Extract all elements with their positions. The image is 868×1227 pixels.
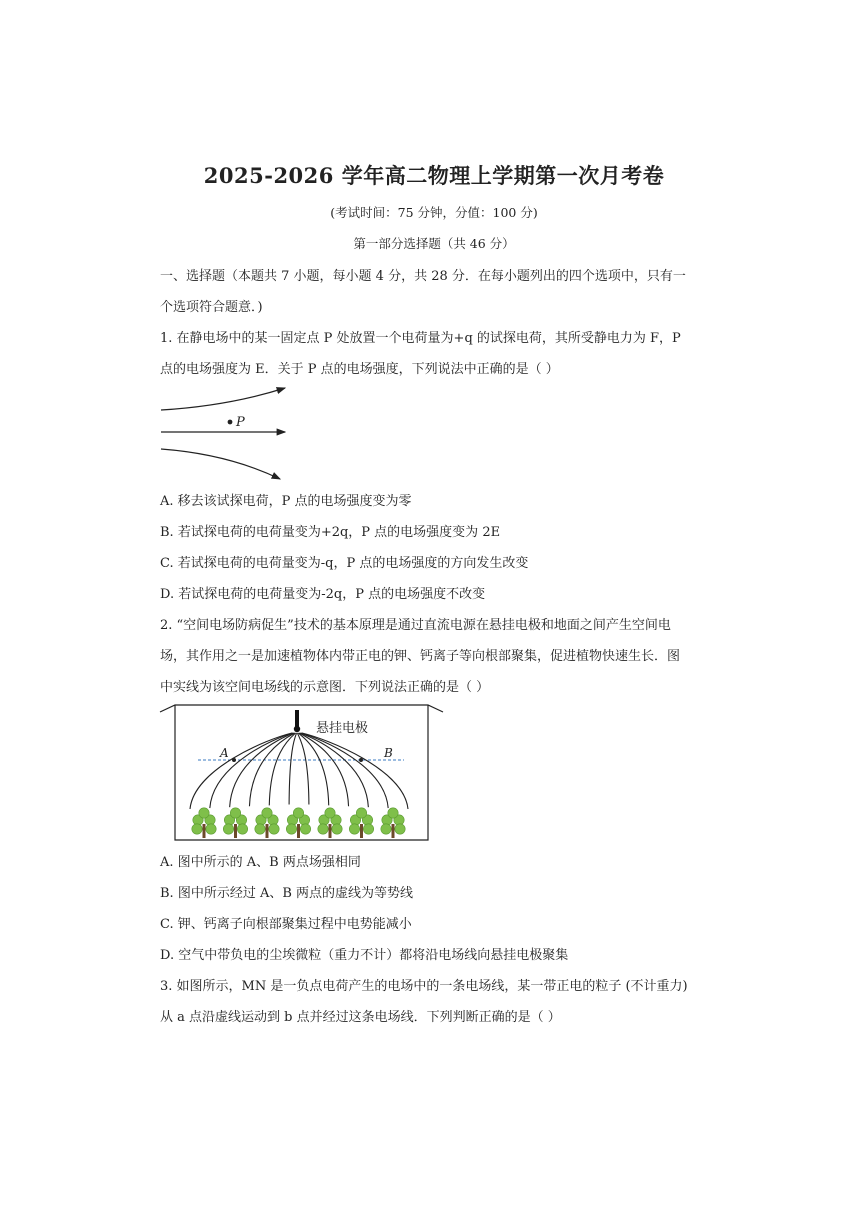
q1-field-line-figure (158, 384, 298, 484)
field-line (269, 733, 295, 805)
q3-stem-line-1: 3. 如图所示，MN 是一负点电荷产生的电场中的一条电场线，某一带正电的粒子 (不计重力) (160, 979, 688, 994)
q1-option-b: B. 若试探电荷的电荷量变为+2q，P 点的电场强度变为 2E (160, 525, 501, 540)
field-line (297, 733, 308, 804)
q1-option-c: C. 若试探电荷的电荷量变为-q，P 点的电场强度的方向发生改变 (160, 556, 529, 571)
q2-option-a: A. 图中所示的 A、B 两点场强相同 (160, 855, 361, 870)
lower-field-line (161, 449, 280, 479)
point-p-label: P (236, 415, 245, 430)
q2-option-c: C. 钾、钙离子向根部聚集过程中电势能减小 (160, 917, 412, 932)
section-heading-line-1: 一、选择题（本题共 7 小题，每小题 4 分，共 28 分．在每小题列出的四个选项中，只有一 (160, 269, 686, 284)
plant (223, 808, 247, 838)
electrode-rod (295, 710, 299, 727)
q2-stem-line-3: 中实线为该空间电场线的示意图．下列说法正确的是（ ） (160, 680, 490, 695)
section-heading-line-2: 个选项符合题意．) (160, 300, 263, 315)
part-title: 第一部分选择题（共 46 分） (353, 236, 515, 251)
q2-stem-line-1: 2. “空间电场防病促生”技术的基本原理是通过直流电源在悬挂电极和地面之间产生空间电 (160, 618, 671, 633)
plant (349, 808, 373, 838)
electrode-tip (294, 726, 300, 732)
plant (255, 808, 279, 838)
q1-option-d: D. 若试探电荷的电荷量变为-2q，P 点的电场强度不改变 (160, 587, 486, 602)
upper-field-line (161, 388, 285, 410)
point-b-label: B (384, 746, 393, 760)
field-lines (190, 733, 408, 809)
q1-stem-line-1: 1. 在静电场中的某一固定点 P 处放置一个电荷量为+q 的试探电荷，其所受静电力为 F，P (160, 331, 681, 346)
q2-option-d: D. 空气中带负电的尘埃微粒（重力不计）都将沿电场线向悬挂电极聚集 (160, 948, 569, 963)
q2-option-b: B. 图中所示经过 A、B 两点的虚线为等势线 (160, 886, 414, 901)
point-a-dot (232, 758, 236, 762)
electrode-label: 悬挂电极 (316, 721, 369, 736)
q1-option-a: A. 移去该试探电荷，P 点的电场强度变为零 (160, 494, 412, 509)
greenhouse-frame (160, 705, 443, 712)
plant (381, 808, 405, 838)
plants (192, 808, 405, 838)
q2-greenhouse-figure (158, 700, 448, 845)
field-line (289, 733, 296, 804)
plant (192, 808, 216, 838)
point-a-label: A (220, 746, 229, 760)
exam-info: (考试时间：75 分钟，分值：100 分) (330, 205, 538, 220)
field-line (301, 733, 388, 808)
q2-stem-line-2: 场，其作用之一是加速植物体内带正电的钾、钙离子等向根部聚集，促进植物快速生长．图 (160, 649, 681, 664)
q3-stem-line-2: 从 a 点沿虚线运动到 b 点并经过这条电场线．下列判断正确的是（ ） (160, 1010, 561, 1025)
document-title: 2025-2026 学年高二物理上学期第一次月考卷 (203, 163, 665, 188)
point-p-dot (228, 420, 233, 425)
field-line (298, 733, 328, 805)
plant (286, 808, 310, 838)
field-line (210, 733, 293, 808)
plant (318, 808, 342, 838)
field-line (190, 733, 292, 809)
q1-stem-line-2: 点的电场强度为 E．关于 P 点的电场强度，下列说法中正确的是（ ） (160, 362, 559, 377)
point-b-dot (359, 758, 363, 762)
